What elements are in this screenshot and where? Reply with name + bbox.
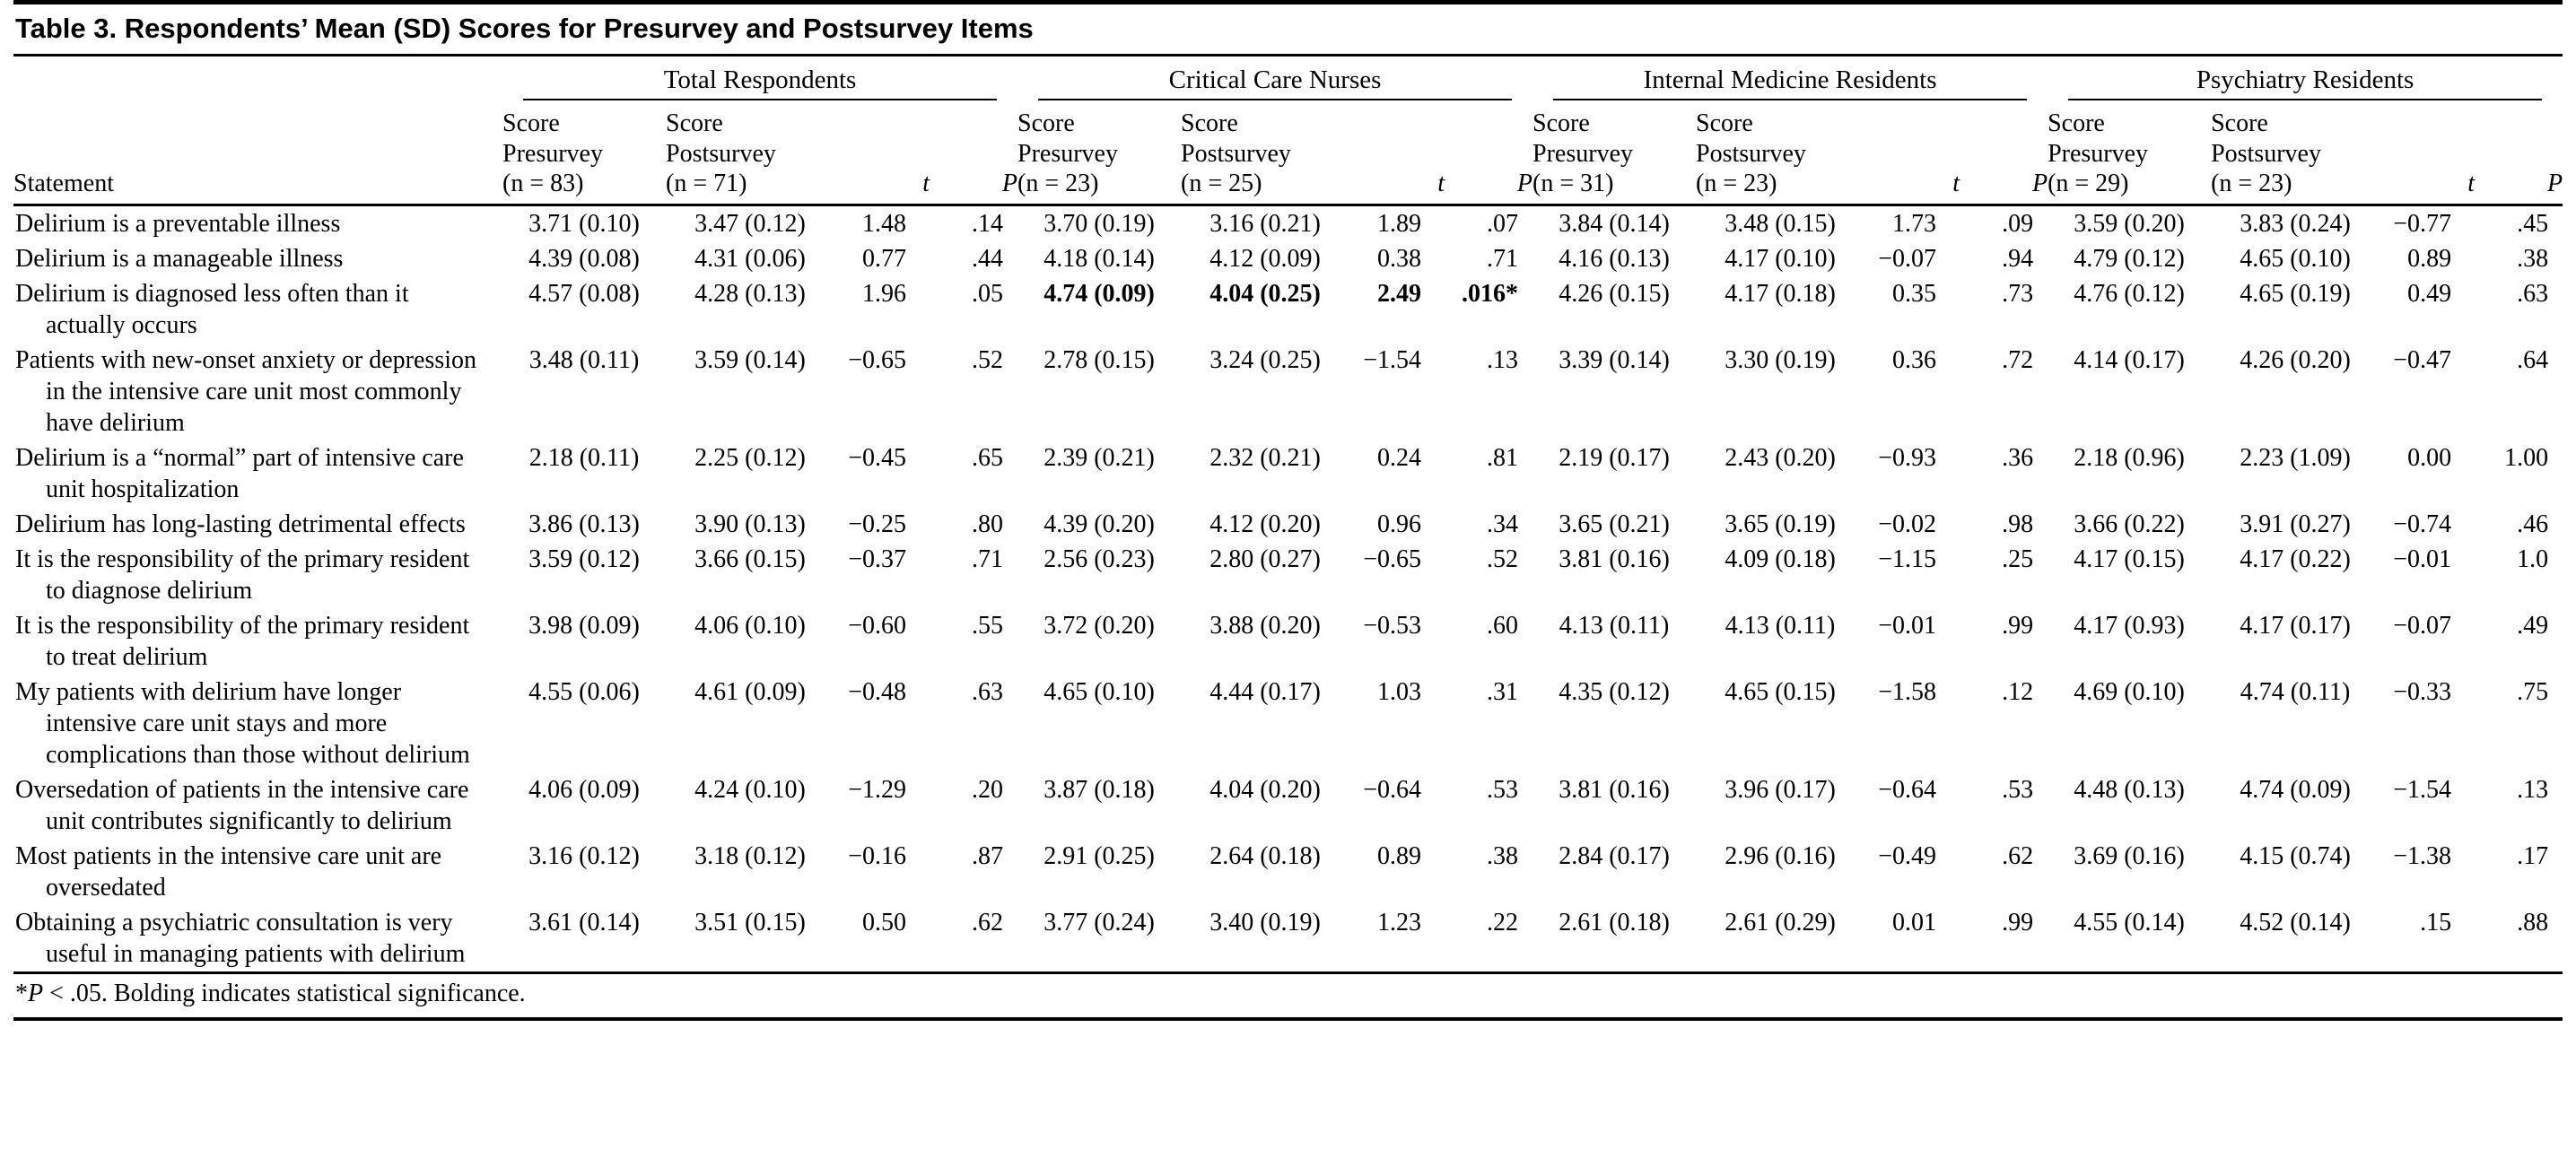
t-cell: −0.77 — [2393, 209, 2452, 238]
presurvey-cell: 4.18 (0.14) — [1043, 244, 1155, 273]
presurvey-cell: 4.14 (0.17) — [2074, 345, 2185, 374]
postsurvey-cell: 4.26 (0.20) — [2240, 345, 2351, 374]
presurvey-cell: 3.81 (0.16) — [1559, 775, 1670, 804]
p-cell: .31 — [1487, 677, 1519, 706]
n-label: (n = 25) — [1181, 170, 1262, 198]
p-cell: .80 — [972, 510, 1004, 538]
presurvey-cell: 3.66 (0.22) — [2074, 510, 2185, 538]
p-cell: .12 — [2002, 677, 2034, 706]
presurvey-cell: 2.39 (0.21) — [1043, 443, 1155, 472]
presurvey-cell: 4.39 (0.08) — [528, 244, 640, 273]
presurvey-cell: 3.65 (0.21) — [1559, 510, 1670, 538]
presurvey-cell: 2.61 (0.18) — [1559, 908, 1670, 936]
score-label: Score — [502, 109, 560, 137]
presurvey-cell: 3.98 (0.09) — [528, 611, 640, 640]
n-label: (n = 31) — [1533, 170, 1614, 198]
p-cell: .65 — [972, 443, 1004, 472]
postsurvey-cell: 4.24 (0.10) — [694, 775, 806, 804]
statement-cell: Delirium is a preventable illness — [15, 209, 341, 238]
p-cell: .13 — [1487, 345, 1519, 374]
table-row — [13, 343, 2563, 440]
p-cell: .22 — [1487, 908, 1519, 936]
presurvey-cell: 3.69 (0.16) — [2074, 841, 2185, 870]
postsurvey-cell: 4.09 (0.18) — [1725, 544, 1836, 573]
presurvey-cell: 4.16 (0.13) — [1559, 244, 1670, 273]
postsurvey-label: Postsurvey — [666, 139, 776, 168]
t-column-header: t — [1349, 101, 1445, 205]
table-row — [13, 241, 2563, 276]
presurvey-label: Presurvey — [1017, 139, 1118, 168]
table-row — [13, 507, 2563, 542]
data-table — [13, 57, 2563, 971]
statement-cell: Delirium is a manageable illness — [15, 244, 344, 273]
p-cell: .34 — [1487, 510, 1519, 538]
t-cell: 1.23 — [1377, 908, 1422, 936]
table-title: Table 3. Respondents’ Mean (SD) Scores for Presurvey and Postsurvey Items — [13, 4, 2563, 57]
p-cell: .38 — [2517, 244, 2549, 273]
p-cell: .20 — [972, 775, 1004, 804]
t-cell: 1.03 — [1377, 677, 1422, 706]
table-row — [13, 675, 2563, 772]
presurvey-column-header — [1533, 101, 1696, 205]
score-label: Score — [1533, 109, 1590, 137]
t-cell: −0.48 — [848, 677, 906, 706]
presurvey-label: Presurvey — [502, 139, 603, 168]
group-header-label: Critical Care Nurses — [1038, 64, 1512, 100]
t-cell: −0.45 — [848, 443, 906, 472]
score-label: Score — [1181, 109, 1238, 137]
p-cell: .36 — [2002, 443, 2034, 472]
p-cell: .71 — [1487, 244, 1519, 273]
postsurvey-cell: 4.61 (0.09) — [694, 677, 806, 706]
score-label: Score — [666, 109, 723, 137]
presurvey-cell: 3.16 (0.12) — [528, 841, 640, 870]
statement-cell: Delirium is diagnosed less often than it actually occurs — [15, 279, 409, 339]
score-label: Score — [2211, 109, 2268, 137]
postsurvey-cell: 4.74 (0.11) — [2240, 677, 2351, 706]
n-label: (n = 83) — [502, 170, 584, 198]
presurvey-cell: 4.17 (0.15) — [2074, 544, 2185, 573]
postsurvey-column-header — [1181, 101, 1349, 205]
t-cell: 0.96 — [1377, 510, 1422, 538]
group-header-label: Total Respondents — [523, 64, 997, 100]
t-cell: −0.07 — [1878, 244, 1937, 273]
t-cell: −0.74 — [2393, 510, 2452, 538]
presurvey-cell: 3.59 (0.12) — [528, 544, 640, 573]
postsurvey-cell: 4.74 (0.09) — [2240, 775, 2351, 804]
t-cell: .15 — [2420, 908, 2452, 936]
p-cell: .09 — [2002, 209, 2034, 238]
presurvey-cell: 3.84 (0.14) — [1559, 209, 1670, 238]
postsurvey-cell: 4.12 (0.09) — [1209, 244, 1321, 273]
p-cell: .38 — [1487, 841, 1519, 870]
presurvey-cell: 2.56 (0.23) — [1043, 544, 1155, 573]
t-cell: 0.49 — [2407, 279, 2452, 308]
group-header-label: Psychiatry Residents — [2068, 64, 2542, 100]
t-cell: 0.89 — [2407, 244, 2452, 273]
statement-cell: Most patients in the intensive care unit are oversedated — [15, 841, 442, 902]
postsurvey-cell: 3.90 (0.13) — [694, 510, 806, 538]
p-cell: 1.0 — [2517, 544, 2549, 573]
postsurvey-cell: 3.88 (0.20) — [1209, 611, 1321, 640]
p-cell: .55 — [972, 611, 1004, 640]
presurvey-cell: 3.71 (0.10) — [528, 209, 640, 238]
table-body — [13, 205, 2563, 971]
score-label: Score — [1017, 109, 1075, 137]
postsurvey-cell: 4.65 (0.10) — [2240, 244, 2351, 273]
t-cell: −1.38 — [2393, 841, 2452, 870]
presurvey-cell: 4.17 (0.93) — [2074, 611, 2185, 640]
presurvey-label: Presurvey — [2048, 139, 2149, 168]
group-header-label: Internal Medicine Residents — [1553, 64, 2027, 100]
p-cell: .45 — [2517, 209, 2549, 238]
postsurvey-cell: 3.48 (0.15) — [1725, 209, 1836, 238]
group-header-psychiatry-residents — [2048, 57, 2563, 101]
postsurvey-label: Postsurvey — [1696, 139, 1806, 168]
p-cell: .07 — [1487, 209, 1519, 238]
presurvey-cell: 4.55 (0.14) — [2074, 908, 2185, 936]
postsurvey-cell: 4.12 (0.20) — [1209, 510, 1321, 538]
postsurvey-cell: 3.51 (0.15) — [694, 908, 806, 936]
p-cell: .75 — [2517, 677, 2549, 706]
p-cell: .05 — [972, 279, 1004, 308]
presurvey-cell: 3.81 (0.16) — [1559, 544, 1670, 573]
postsurvey-cell: 4.44 (0.17) — [1209, 677, 1321, 706]
t-cell: −0.02 — [1878, 510, 1937, 538]
t-column-header: t — [834, 101, 930, 205]
postsurvey-cell: 2.32 (0.21) — [1209, 443, 1321, 472]
t-cell: 0.24 — [1377, 443, 1422, 472]
presurvey-cell: 3.61 (0.14) — [528, 908, 640, 936]
postsurvey-label: Postsurvey — [2211, 139, 2321, 168]
statement-cell: Delirium is a “normal” part of intensive care unit hospitalization — [15, 443, 464, 503]
n-label: (n = 29) — [2048, 170, 2129, 198]
postsurvey-cell: 4.17 (0.10) — [1725, 244, 1836, 273]
postsurvey-cell: 3.83 (0.24) — [2240, 209, 2351, 238]
postsurvey-column-header — [666, 101, 834, 205]
postsurvey-cell: 3.96 (0.17) — [1725, 775, 1836, 804]
presurvey-label: Presurvey — [1533, 139, 1634, 168]
statement-cell: Delirium has long-lasting detrimental effects — [15, 510, 466, 538]
t-cell: −0.65 — [1363, 544, 1422, 573]
t-cell: −1.15 — [1878, 544, 1937, 573]
table-row — [13, 205, 2563, 241]
statement-cell: My patients with delirium have longer intensive care unit stays and more complications than those without delirium — [15, 677, 470, 769]
p-cell: .87 — [972, 841, 1004, 870]
presurvey-cell: 3.86 (0.13) — [528, 510, 640, 538]
p-cell: .49 — [2517, 611, 2549, 640]
presurvey-cell: 4.74 (0.09) — [1043, 279, 1155, 308]
p-cell: .94 — [2002, 244, 2034, 273]
t-cell: 1.89 — [1377, 209, 1422, 238]
t-cell: 1.96 — [862, 279, 906, 308]
postsurvey-cell: 2.25 (0.12) — [694, 443, 806, 472]
postsurvey-cell: 3.16 (0.21) — [1209, 209, 1321, 238]
p-cell: .53 — [1487, 775, 1519, 804]
postsurvey-cell: 4.04 (0.20) — [1209, 775, 1321, 804]
t-cell: −0.93 — [1878, 443, 1937, 472]
postsurvey-column-header — [2211, 101, 2380, 205]
postsurvey-cell: 3.18 (0.12) — [694, 841, 806, 870]
t-cell: −0.47 — [2393, 345, 2452, 374]
postsurvey-cell: 3.65 (0.19) — [1725, 510, 1836, 538]
presurvey-cell: 4.55 (0.06) — [528, 677, 640, 706]
p-column-header: P — [2475, 101, 2563, 205]
presurvey-cell: 3.70 (0.19) — [1043, 209, 1155, 238]
postsurvey-cell: 4.65 (0.15) — [1725, 677, 1836, 706]
p-column-header: P — [1445, 101, 1533, 205]
p-cell: .13 — [2517, 775, 2549, 804]
presurvey-cell: 4.39 (0.20) — [1043, 510, 1155, 538]
score-label: Score — [1696, 109, 1753, 137]
statement-cell: It is the responsibility of the primary resident to diagnose delirium — [15, 544, 470, 605]
presurvey-cell: 3.39 (0.14) — [1559, 345, 1670, 374]
footnote-text: < .05. Bolding indicates statistical significance. — [43, 979, 526, 1007]
postsurvey-cell: 4.15 (0.74) — [2240, 841, 2351, 870]
presurvey-cell: 2.18 (0.11) — [528, 443, 640, 472]
p-cell: .81 — [1487, 443, 1519, 472]
p-cell: .71 — [972, 544, 1004, 573]
statement-cell: Oversedation of patients in the intensive care unit contributes significantly to delirium — [15, 775, 469, 835]
group-header-internal-medicine-residents — [1533, 57, 2048, 101]
t-cell: −0.64 — [1363, 775, 1422, 804]
table-row — [13, 772, 2563, 839]
p-cell: .46 — [2517, 510, 2549, 538]
statement-cell: It is the responsibility of the primary resident to treat delirium — [15, 611, 470, 671]
postsurvey-cell: 2.61 (0.29) — [1725, 908, 1836, 936]
group-header-total-respondents — [502, 57, 1017, 101]
t-cell: 0.36 — [1892, 345, 1937, 374]
t-cell: −0.65 — [848, 345, 906, 374]
postsurvey-cell: 4.17 (0.18) — [1725, 279, 1836, 308]
p-cell: .53 — [2002, 775, 2034, 804]
postsurvey-cell: 3.91 (0.27) — [2240, 510, 2351, 538]
table-row — [13, 276, 2563, 343]
t-cell: 0.35 — [1892, 279, 1937, 308]
t-cell: 0.38 — [1377, 244, 1422, 273]
p-cell: .17 — [2517, 841, 2549, 870]
postsurvey-cell: 4.04 (0.25) — [1209, 279, 1321, 308]
p-cell: 1.00 — [2504, 443, 2549, 472]
postsurvey-cell: 4.65 (0.19) — [2240, 279, 2351, 308]
statement-cell: Patients with new-onset anxiety or depression in the intensive care unit most commonly have delirium — [15, 345, 477, 437]
presurvey-cell: 4.13 (0.11) — [1559, 611, 1670, 640]
p-cell: .73 — [2002, 279, 2034, 308]
p-cell: .14 — [972, 209, 1004, 238]
presurvey-cell: 3.48 (0.11) — [528, 345, 640, 374]
p-cell: .44 — [972, 244, 1004, 273]
postsurvey-cell: 3.59 (0.14) — [694, 345, 806, 374]
postsurvey-cell: 3.40 (0.19) — [1209, 908, 1321, 936]
p-cell: .63 — [972, 677, 1004, 706]
presurvey-cell: 3.87 (0.18) — [1043, 775, 1155, 804]
t-cell: −1.54 — [1363, 345, 1422, 374]
p-cell: .99 — [2002, 908, 2034, 936]
postsurvey-cell: 4.52 (0.14) — [2240, 908, 2351, 936]
presurvey-cell: 4.76 (0.12) — [2074, 279, 2185, 308]
presurvey-cell: 4.35 (0.12) — [1559, 677, 1670, 706]
t-cell: −1.58 — [1878, 677, 1937, 706]
presurvey-cell: 4.06 (0.09) — [528, 775, 640, 804]
presurvey-cell: 4.57 (0.08) — [528, 279, 640, 308]
group-header-critical-care-nurses — [1017, 57, 1533, 101]
t-cell: −0.37 — [848, 544, 906, 573]
t-cell: 0.50 — [862, 908, 906, 936]
footnote — [13, 971, 2563, 1015]
table-row — [13, 839, 2563, 905]
t-cell: −0.49 — [1878, 841, 1937, 870]
postsurvey-cell: 3.47 (0.12) — [694, 209, 806, 238]
presurvey-cell: 4.79 (0.12) — [2074, 244, 2185, 273]
p-cell: .99 — [2002, 611, 2034, 640]
p-cell: .25 — [2002, 544, 2034, 573]
postsurvey-cell: 3.66 (0.15) — [694, 544, 806, 573]
p-cell: .60 — [1487, 611, 1519, 640]
postsurvey-cell: 3.24 (0.25) — [1209, 345, 1321, 374]
t-cell: −0.01 — [1878, 611, 1937, 640]
p-cell: .62 — [972, 908, 1004, 936]
table-row — [13, 542, 2563, 608]
postsurvey-cell: 2.43 (0.20) — [1725, 443, 1836, 472]
footnote-p: P — [28, 979, 44, 1007]
presurvey-cell: 2.19 (0.17) — [1559, 443, 1670, 472]
postsurvey-cell: 4.06 (0.10) — [694, 611, 806, 640]
p-cell: .62 — [2002, 841, 2034, 870]
postsurvey-column-header — [1696, 101, 1864, 205]
n-label: (n = 23) — [2211, 170, 2292, 198]
p-cell: .64 — [2517, 345, 2549, 374]
n-label: (n = 23) — [1696, 170, 1777, 198]
postsurvey-label: Postsurvey — [1181, 139, 1291, 168]
t-cell: −1.54 — [2393, 775, 2452, 804]
postsurvey-cell: 2.64 (0.18) — [1209, 841, 1321, 870]
presurvey-column-header — [502, 101, 666, 205]
presurvey-cell: 2.78 (0.15) — [1043, 345, 1155, 374]
p-cell: .016* — [1462, 279, 1519, 308]
score-label: Score — [2048, 109, 2105, 137]
n-label: (n = 71) — [666, 170, 747, 198]
presurvey-cell: 2.91 (0.25) — [1043, 841, 1155, 870]
presurvey-cell: 4.26 (0.15) — [1559, 279, 1670, 308]
p-cell: .72 — [2002, 345, 2034, 374]
presurvey-column-header — [1017, 101, 1181, 205]
p-column-header: P — [930, 101, 1017, 205]
t-cell: 0.77 — [862, 244, 906, 273]
t-cell: −0.07 — [2393, 611, 2452, 640]
table-row — [13, 608, 2563, 675]
postsurvey-cell: 4.17 (0.22) — [2240, 544, 2351, 573]
subheader-row — [13, 101, 2563, 205]
group-header-row — [13, 57, 2563, 101]
p-cell: .98 — [2002, 510, 2034, 538]
statement-cell: Obtaining a psychiatric consultation is very useful in managing patients with delirium — [15, 908, 466, 968]
presurvey-cell: 3.72 (0.20) — [1043, 611, 1155, 640]
p-cell: .63 — [2517, 279, 2549, 308]
presurvey-cell: 4.48 (0.13) — [2074, 775, 2185, 804]
presurvey-cell: 3.59 (0.20) — [2074, 209, 2185, 238]
t-cell: −0.64 — [1878, 775, 1937, 804]
t-cell: 0.01 — [1892, 908, 1937, 936]
group-header-spacer — [13, 57, 502, 101]
t-column-header: t — [2380, 101, 2475, 205]
presurvey-cell: 4.69 (0.10) — [2074, 677, 2185, 706]
statement-column-header: Statement — [13, 101, 502, 205]
presurvey-cell: 4.65 (0.10) — [1043, 677, 1155, 706]
postsurvey-cell: 4.13 (0.11) — [1725, 611, 1836, 640]
table-row — [13, 440, 2563, 507]
t-cell: −1.29 — [848, 775, 906, 804]
t-cell: 1.48 — [862, 209, 906, 238]
p-cell: .52 — [1487, 544, 1519, 573]
postsurvey-cell: 2.80 (0.27) — [1209, 544, 1321, 573]
postsurvey-cell: 2.96 (0.16) — [1725, 841, 1836, 870]
t-cell: −0.53 — [1363, 611, 1422, 640]
postsurvey-cell: 4.31 (0.06) — [694, 244, 806, 273]
footnote-star: * — [15, 979, 28, 1007]
t-cell: 2.49 — [1377, 279, 1422, 308]
t-cell: 0.89 — [1377, 841, 1422, 870]
postsurvey-cell: 4.17 (0.17) — [2240, 611, 2351, 640]
t-column-header: t — [1864, 101, 1960, 205]
t-cell: −0.33 — [2393, 677, 2452, 706]
t-cell: −0.01 — [2393, 544, 2452, 573]
presurvey-cell: 2.84 (0.17) — [1559, 841, 1670, 870]
postsurvey-cell: 3.30 (0.19) — [1725, 345, 1836, 374]
t-cell: −0.16 — [848, 841, 906, 870]
t-cell: −0.60 — [848, 611, 906, 640]
p-cell: .52 — [972, 345, 1004, 374]
presurvey-column-header — [2048, 101, 2211, 205]
t-cell: −0.25 — [848, 510, 906, 538]
presurvey-cell: 3.77 (0.24) — [1043, 908, 1155, 936]
table-row — [13, 905, 2563, 971]
p-column-header: P — [1960, 101, 2048, 205]
presurvey-cell: 2.18 (0.96) — [2074, 443, 2185, 472]
t-cell: 0.00 — [2407, 443, 2452, 472]
t-cell: 1.73 — [1892, 209, 1937, 238]
n-label: (n = 23) — [1017, 170, 1099, 198]
bottom-rule — [13, 1017, 2563, 1021]
postsurvey-cell: 4.28 (0.13) — [694, 279, 806, 308]
p-cell: .88 — [2517, 908, 2549, 936]
postsurvey-cell: 2.23 (1.09) — [2240, 443, 2351, 472]
